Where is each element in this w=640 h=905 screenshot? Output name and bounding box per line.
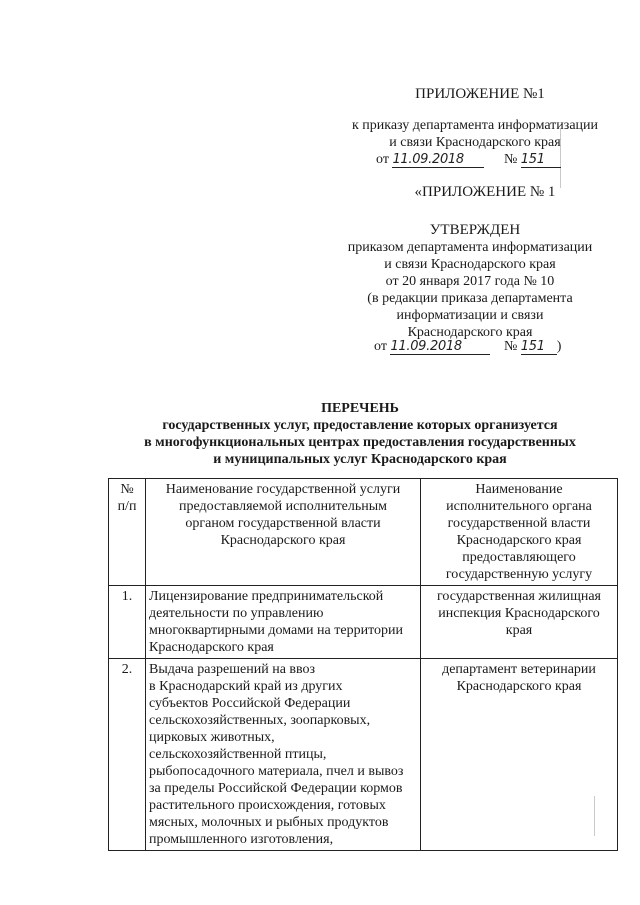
table-row [109,586,618,659]
header-num-line: № [120,482,134,497]
header-service-line: предоставляемой исполнительным [178,499,388,514]
approval-line: от 20 января 2017 года № 10 [385,274,555,289]
row-num-cell: 1. [109,586,146,659]
row-organ-line: инспекция Краснодарского [438,606,600,621]
approval-line: информатизации и связи [396,308,544,323]
attachment-order-text [335,117,615,151]
table-row [109,659,618,851]
list-subtitle-line: и муниципальных услуг Краснодарского края [213,452,507,467]
header-organ-cell [421,479,618,586]
inner-date-number [374,338,614,355]
header-organ-line: Краснодарского края [456,533,582,548]
row-service-line: в Краснодарский край из других [149,679,343,694]
approval-line: Краснодарского края [407,325,533,340]
row-service-line: Лицензирование предпринимательской [149,589,384,604]
row-service-cell [146,659,421,851]
handwritten-number: 151 [521,153,561,168]
row-service-line: промышленного изготовления, [149,832,334,847]
attachment-title: ПРИЛОЖЕНИЕ №1 [415,86,545,102]
approval-line: приказом департамента информатизации [347,240,593,255]
handwritten-date: 11.09.2018 [392,153,484,168]
header-organ-line: исполнительного органа [446,499,592,514]
services-table [108,478,618,851]
inner-attachment-title: «ПРИЛОЖЕНИЕ № 1 [414,184,556,200]
row-service-line: Выдача разрешений на ввоз [149,662,316,677]
list-subtitle-line: в многофункциональных центрах предоставления государственных [144,435,576,450]
header-service-line: органом государственной власти [185,516,381,531]
header-service-line: Краснодарского края [220,533,346,548]
header-service-cell [146,479,421,586]
row-organ-line: государственная жилищная [436,589,601,604]
header-organ-line: предоставляющего [462,550,576,565]
table-header-row [109,479,618,586]
row-organ-line: Краснодарского края [456,679,582,694]
number-prefix: № [503,152,518,167]
list-title [130,400,590,468]
row-service-line: мясных, молочных и рыбных продуктов [149,815,389,830]
row-service-line: Краснодарского края [149,640,274,655]
row-organ-line: края [505,623,533,638]
row-organ-cell [421,586,618,659]
row-service-line: сельскохозяйственной птицы, [149,747,327,762]
row-organ-line: департамент ветеринарии [442,662,596,677]
date-prefix: от [376,152,389,167]
header-organ-line: Наименование [475,482,563,497]
list-subtitle-line: государственных услуг, предоставление которых организуется [162,418,558,433]
number-prefix: № [503,339,518,354]
row-organ-cell [421,659,618,851]
approval-details [330,239,610,341]
approval-line: (в редакции приказа департамента [367,291,573,306]
approved-label: УТВЕРЖДЕН [429,222,521,238]
row-service-line: растительного происхождения, готовых [149,798,386,813]
row-service-line: цирковых животных, [149,730,275,745]
row-service-line: за пределы Российской Федерации кормов [149,781,403,796]
row-num-cell: 2. [109,659,146,851]
list-heading: ПЕРЕЧЕНЬ [321,401,399,416]
header-num-line: п/п [117,499,137,514]
row-service-line: многоквартирными домами на территории [149,623,403,638]
attachment-date-number [376,151,606,168]
header-organ-line: государственную услугу [445,567,593,582]
approval-line: и связи Краснодарского края [384,257,556,272]
header-organ-line: государственной власти [447,516,591,531]
row-service-line: рыбопосадочного материала, пчел и вывоз [149,764,404,779]
row-service-line: сельскохозяйственных, зоопарковых, [149,713,371,728]
header-service-line: Наименование государственной услуги [165,482,401,497]
row-service-line: деятельности по управлению [149,606,324,621]
attachment-order-line: и связи Краснодарского края [389,135,561,150]
closing-paren: ) [556,339,562,354]
date-prefix: от [374,339,387,354]
handwritten-date: 11.09.2018 [390,340,490,355]
attachment-order-line: к приказу департамента информатизации [351,118,599,133]
handwritten-number: 151 [521,340,557,355]
header-num-cell [109,479,146,586]
row-service-line: субъектов Российской Федерации [149,696,351,711]
row-service-cell [146,586,421,659]
